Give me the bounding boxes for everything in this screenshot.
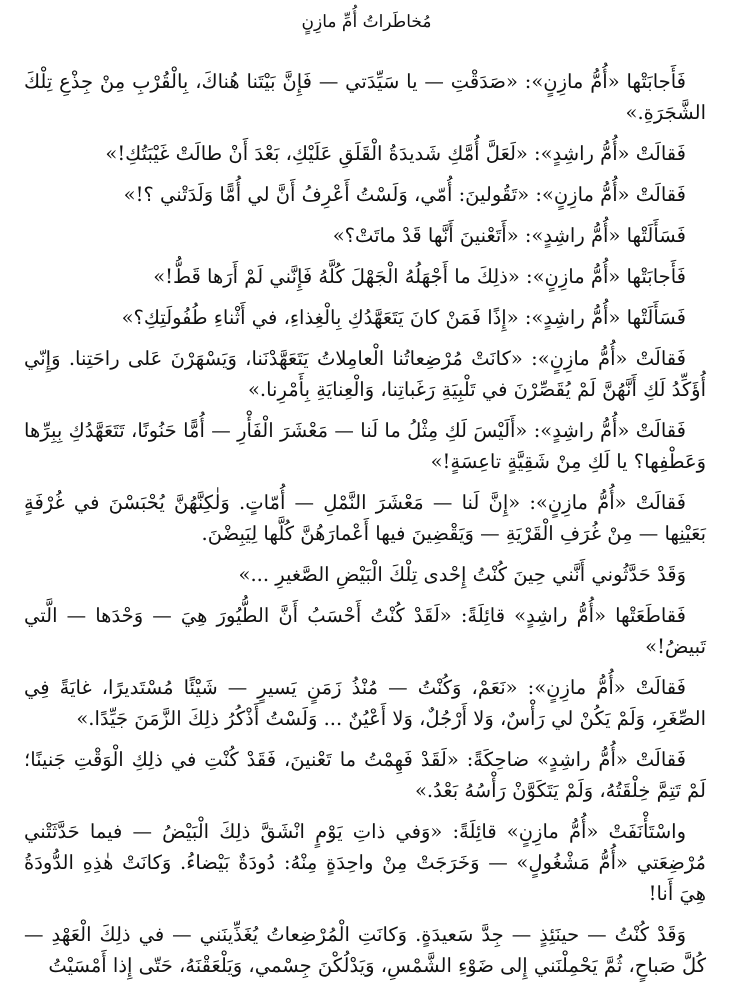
paragraph: فَقالَتْ «أُمُّ مازِنٍ»: «تَقُولينَ: أُمّي، وَلَسْتُ أَعْرِفُ أَنَّ لي أُمًّا وَلَدَتْني ؟!» xyxy=(123,183,686,206)
paragraph: فَأَجابَتْها «أُمُّ مازِنٍ»: «ذلِكَ ما أَجْهَلُهُ الْجَهْلَ كُلَّهُ فَإِنَّني لَمْ أَرَها قَطُّ!» xyxy=(153,265,686,288)
paragraph: فَقالَتْ «أُمُّ مازِنٍ»: «إِنَّ لَنا — مَعْشَرَ النَّمْلِ — أُمّاتٍ. وَلٰكِنَّهُنَّ يُحْبَسْنَ في غُرْفَةٍ بَعَيْنِها — مِنْ غُرَفِ الْقَرْيَةِ — وَيَقْضِينَ فيها أَعْمارَهُنَّ كُلَّها لِيَبِضْنَ. xyxy=(24,491,706,545)
paragraph: فَقاطَعَتْها «أُمُّ راشِدٍ» قائِلَةً: «لَقَدْ كُنْتُ أَحْسَبُ أَنَّ الطُّيُورَ هِيَ — وَحْدَها — الَّتي تَبيضُ!» xyxy=(24,604,706,658)
paragraph: واسْتَأْنَفَتْ «أُمُّ مازِنٍ» قائِلَةً: «وَفي ذاتِ يَوْمٍ انْشَقَّ ذلِكَ الْبَيْضُ — فيما حَدَّثَتْني مُرْضِعَتي «أُمُّ مَشْغُولٍ» — وَخَرَجَتْ مِنْ واحِدَةٍ مِنْهُ: دُودَةٌ بَيْضاءُ. وَكانَتْ هٰذِهِ الدُّودَةُ هِيَ أَنا! xyxy=(24,820,706,905)
paragraph: فَقالَتْ «أُمُّ مازِنٍ»: «كانَتْ مُرْضِعاتُنا الْعامِلاتُ يَتَعَهَّدْنَنا، وَيَسْهَرْنَ عَلى راحَتِنا. وَإِنّي أُؤَكِّدُ لَكِ أَنَّهُنَّ لَمْ يُقَصِّرْنَ في تَلْبِيَةِ رَغَباتِنا، وَالْعِنايَةِ بِأَمْرِنا.» xyxy=(24,347,706,401)
running-title: مُخاطَراتُ أُمِّ مازِنٍ xyxy=(301,12,432,32)
paragraph: فَسَأَلَتْها «أُمُّ راشِدٍ»: «أَتَعْنينَ أَنَّها قَدْ ماتَتْ؟» xyxy=(332,224,686,247)
paragraph: فَقالَتْ «أُمُّ راشِدٍ» ضاحِكَةً: «لَقَدْ فَهِمْتُ ما تَعْنينَ، فَقَدْ كُنْتِ في ذلِكِ الْوَقْتِ جَنينًا؛ لَمْ تَتِمَّ خِلْقَتُهُ، وَلَمْ يَتَكَوَّنْ رَأْسُهُ بَعْدُ.» xyxy=(24,748,706,802)
paragraph: وَقَدْ حَدَّثُوني أَنَّني حِينَ كُنْتُ إِحْدى تِلْكَ الْبَيْضِ الصَّغيرِ ...» xyxy=(238,563,686,586)
paragraph: فَسَأَلَتْها «أُمُّ راشِدٍ»: «إِذًا فَمَنْ كانَ يَتَعَهَّدُكِ بِالْغِذاءِ، في أَثْناءِ طُفُولَتِكِ؟» xyxy=(121,306,686,329)
story-text xyxy=(24,66,706,991)
paragraph: فَقالَتْ «أُمُّ راشِدٍ»: «أَلَيْسَ لَكِ مِثْلُ ما لَنا — مَعْشَرَ الْفَأْرِ — أُمًّا حَنُونًا، تَتَعَهَّدُكِ بِبِرِّها وَعَطْفِها؟ يا لَكِ مِنْ شَقِيَّةٍ تاعِسَةٍ!» xyxy=(24,419,706,473)
page-header xyxy=(0,12,733,32)
paragraph: وَقَدْ كُنْتُ — حينَئِذٍ — جِدَّ سَعيدَةٍ. وَكانَتِ الْمُرْضِعاتُ يُغَذِّينَني — في ذلِكَ الْعَهْدِ — كُلَّ صَباحٍ، ثُمَّ يَحْمِلْنَني إِلى ضَوْءِ الشَّمْسِ، وَيَدْلُكْنَ جِسْمي، وَيَلْعَقْنَهُ، حَتّى إِذا أَمْسَيْتُ xyxy=(24,923,706,977)
paragraph: فَقالَتْ «أُمُّ راشِدٍ»: «لَعَلَّ أُمَّكِ شَديدَةُ الْقَلَقِ عَلَيْكِ، بَعْدَ أَنْ طالَتْ غَيْبَتُكِ!» xyxy=(105,142,686,165)
paragraph: فَقالَتْ «أُمُّ مازِنٍ»: «نَعَمْ، وَكُنْتُ — مُنْذُ زَمَنٍ يَسيرٍ — شَيْئًا مُسْتَديرًا، غايَةً فِي الصِّغَرِ، وَلَمْ يَكُنْ لي رَأْسٌ، وَلا أَرْجُلٌ، وَلا أَعْيُنٌ ... وَلَسْتُ أَذْكُرُ ذلِكَ الزَّمَنَ جَيِّدًا.» xyxy=(24,676,706,730)
paragraph: فَأَجابَتْها «أُمُّ مازِنٍ»: «صَدَقْتِ — يا سَيِّدَتي — فَإِنَّ بَيْتَنا هُناكَ، بِالْقُرْبِ مِنْ جِذْعِ تِلْكَ الشَّجَرَةِ.» xyxy=(24,70,706,124)
